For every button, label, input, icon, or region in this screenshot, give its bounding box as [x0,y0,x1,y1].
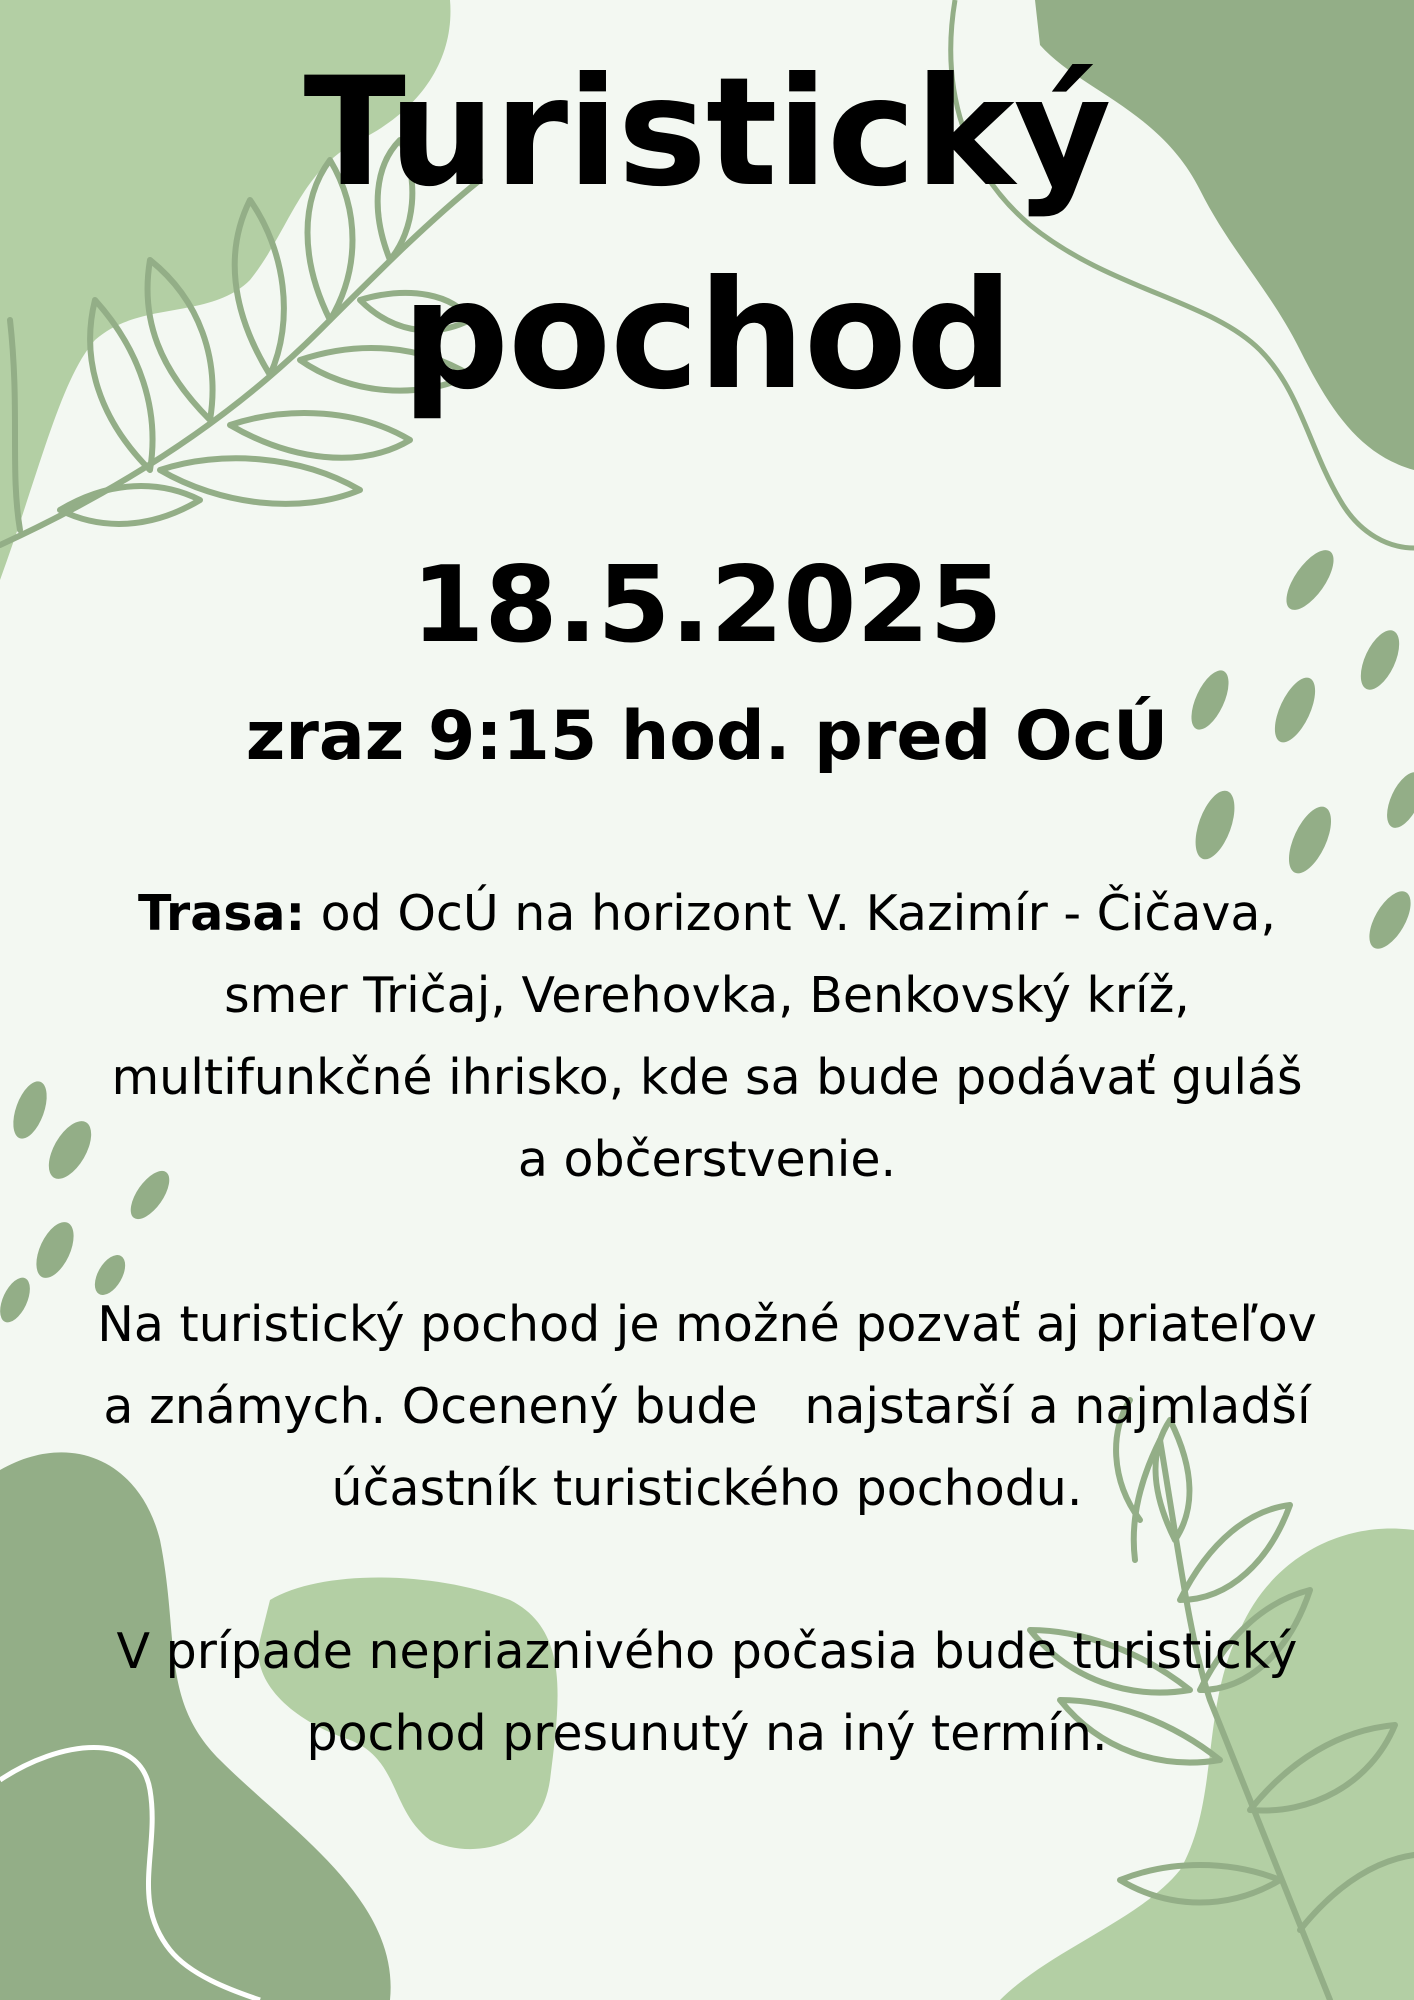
title-line-1: Turistický [303,46,1111,220]
meeting-info: zraz 9:15 hod. pred OcÚ [245,697,1169,776]
weather-line-1: V prípade nepriaznivého počasia bude turistický [116,1623,1298,1680]
route-label: Trasa: [138,885,306,942]
event-date: 18.5.2025 [411,544,1003,666]
route-line-1 [20,873,1394,955]
weather-paragraph [20,1611,1394,1775]
route-line-4: a občerstvenie. [517,1131,897,1188]
invite-line-1: Na turistický pochod je možné pozvať aj priateľov [97,1296,1317,1353]
invite-line-2: a známych. Ocenený bude najstarší a najmladší [103,1378,1311,1435]
title-line-2: pochod [401,249,1013,423]
route-paragraph [20,873,1394,1201]
route-text-1: od OcÚ na horizont V. Kazimír - Čičava, [305,885,1276,942]
invite-line-3: účastník turistického pochodu. [331,1460,1083,1517]
weather-line-2: pochod presunutý na iný termín. [306,1705,1108,1762]
route-line-2: smer Tričaj, Verehovka, Benkovský kríž, [224,967,1190,1024]
route-line-3: multifunkčné ihrisko, kde sa bude podávať guláš [111,1049,1303,1106]
invite-paragraph [20,1284,1394,1530]
